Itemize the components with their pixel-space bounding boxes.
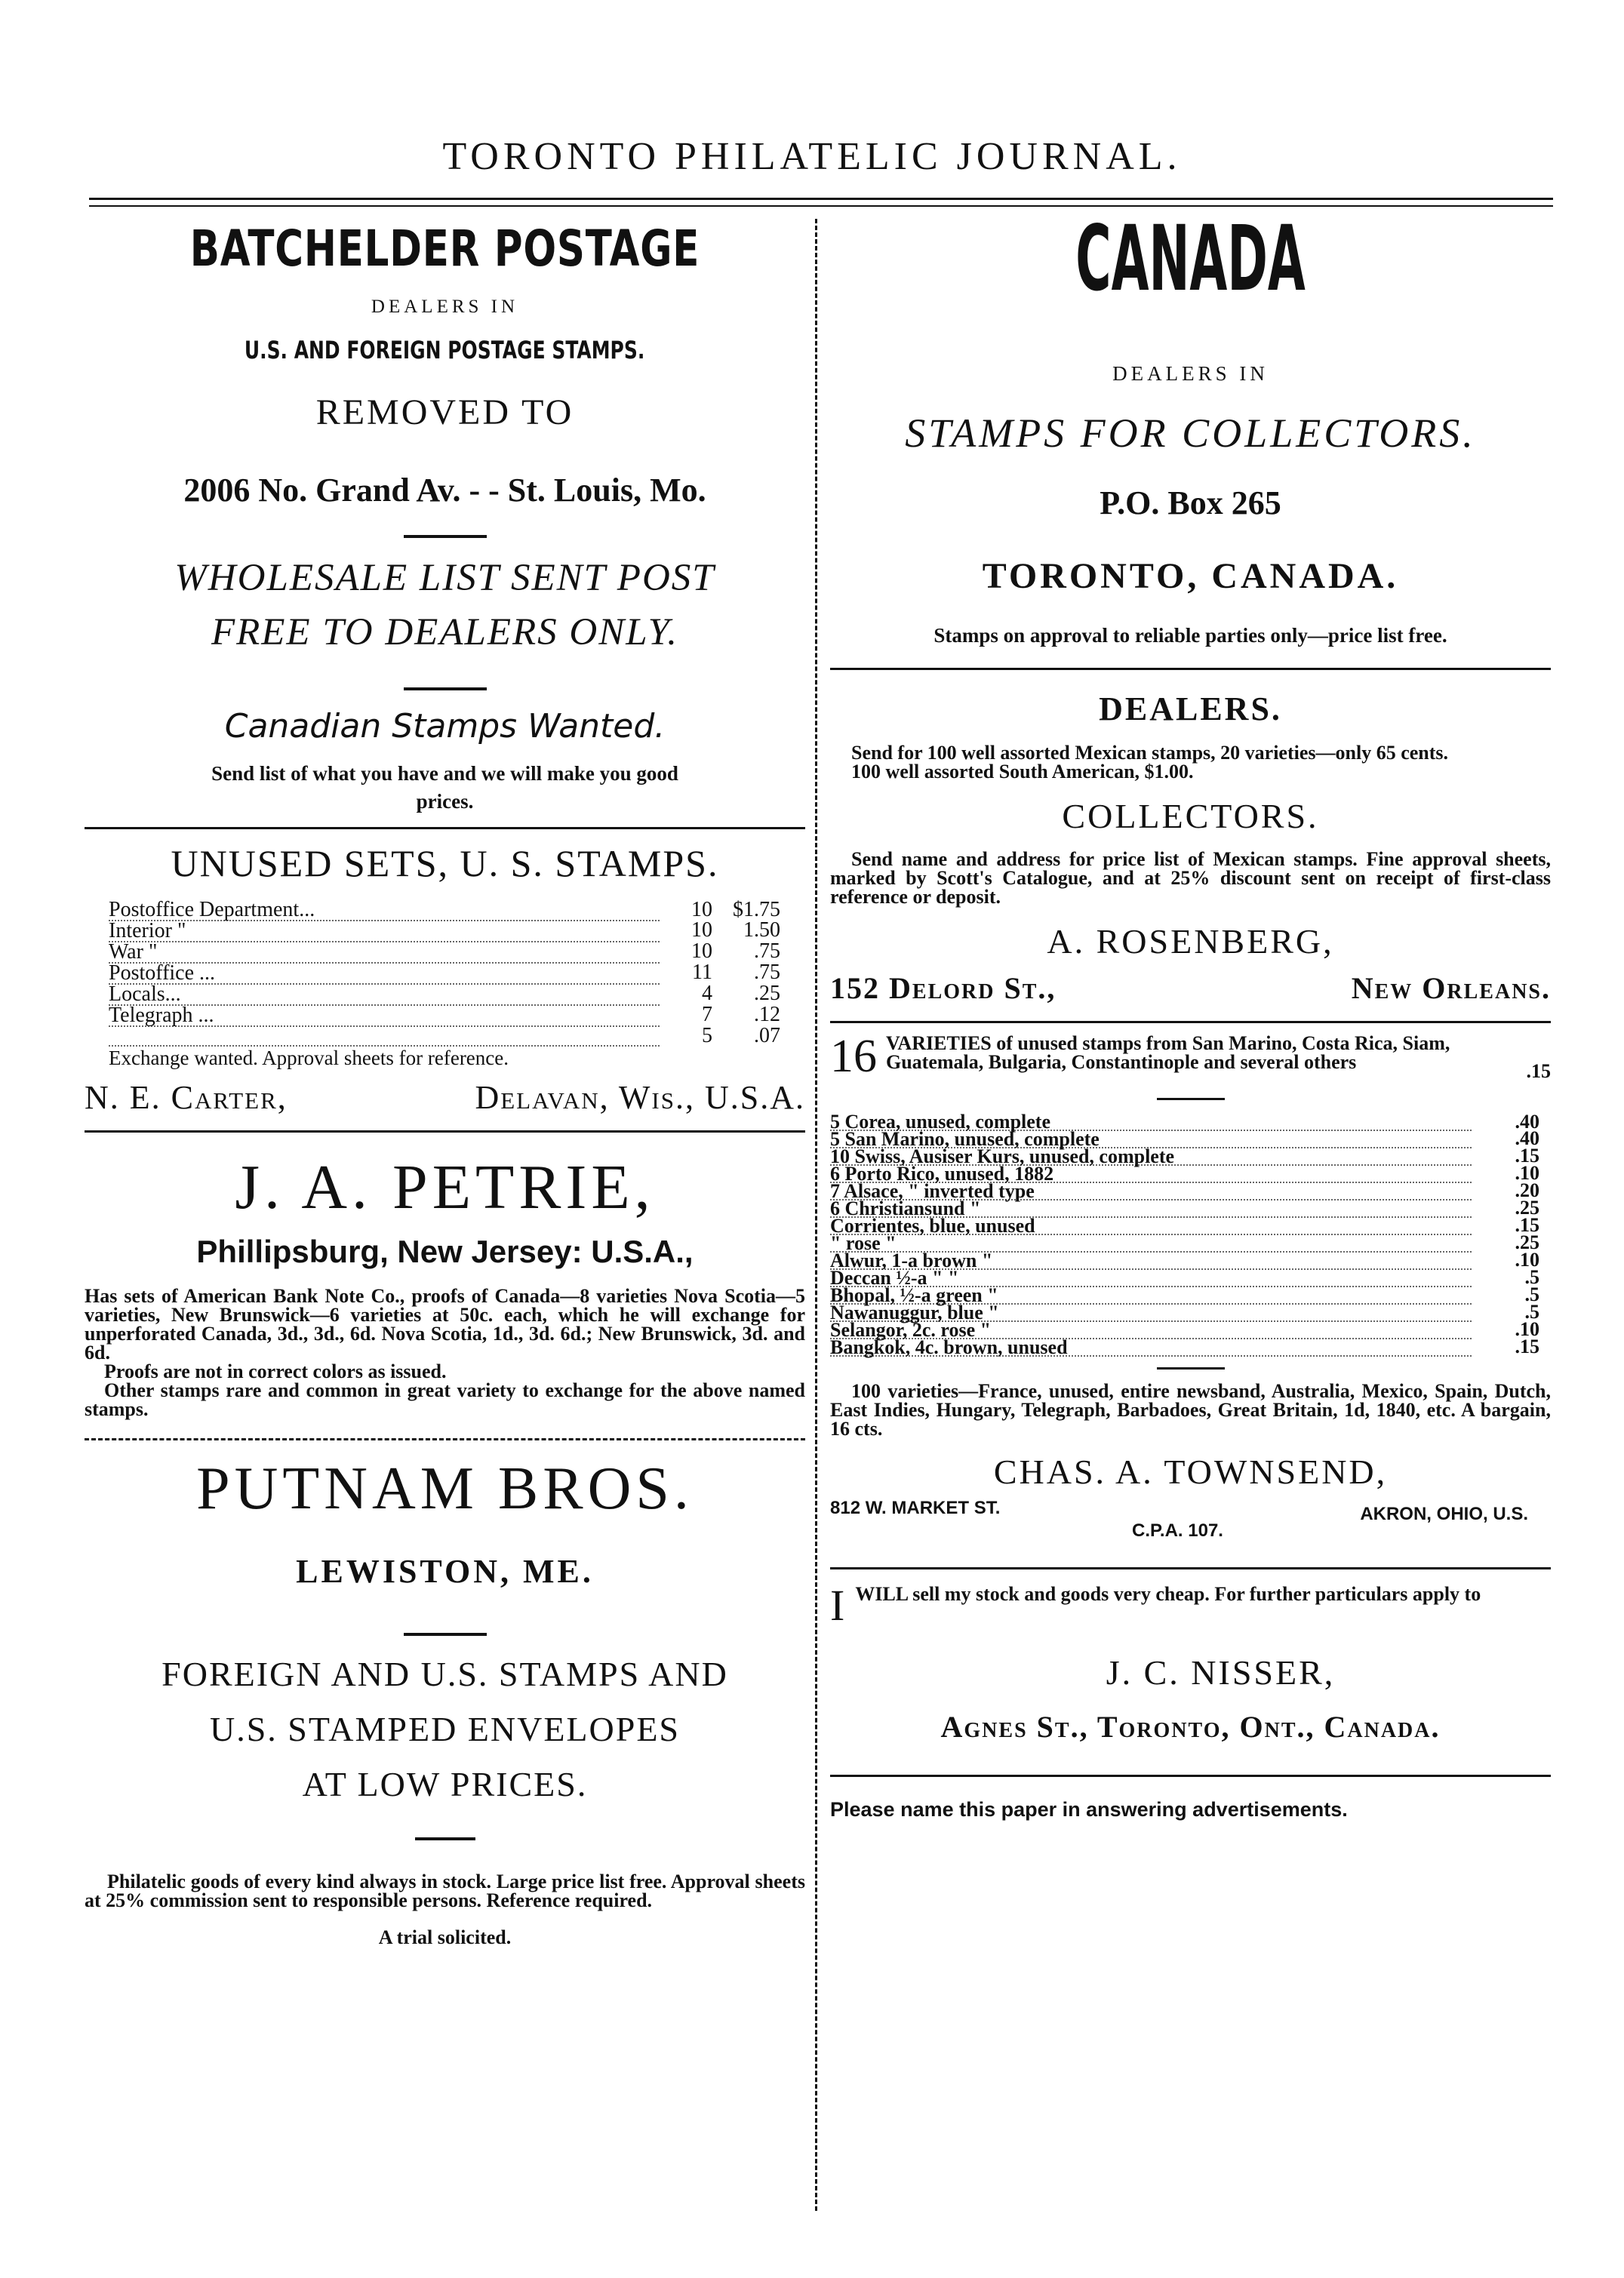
petrie-body-3: Other stamps rare and common in great variety to exchange for the above named stamps. xyxy=(85,1379,805,1420)
batchelder-what: U.S. AND FOREIGN POSTAGE STAMPS. xyxy=(245,336,645,364)
row-item-quantity: 10 xyxy=(691,898,712,921)
rosenberg-dealers: DEALERS. xyxy=(1099,690,1282,727)
row-item-name: Telegraph ... xyxy=(109,1005,660,1026)
row-item-name: Postoffice ... xyxy=(109,963,660,984)
rosenberg-d1: Send for 100 well assorted Mexican stamps, 20 varieties—only 65 cents. xyxy=(851,742,1449,764)
nisser-address: Agnes St., Toronto, Ont., Canada. xyxy=(940,1710,1441,1744)
row-item-price: .75 xyxy=(754,961,780,984)
row-item-quantity: 11 xyxy=(692,961,712,984)
canada-city: TORONTO, CANADA. xyxy=(982,556,1399,596)
row-item-name: Interior " xyxy=(109,921,660,942)
row-item-price: .25 xyxy=(1515,1197,1539,1219)
row-item-name: 6 Porto Rico, unused, 1882 xyxy=(830,1165,1472,1182)
townsend-big-16: 16 xyxy=(830,1031,877,1082)
townsend-address xyxy=(830,1498,1551,1554)
table-row xyxy=(109,1005,780,1026)
row-item-quantity: 10 xyxy=(691,918,712,942)
carter-price-table xyxy=(109,900,780,1047)
townsend-price-table xyxy=(830,1111,1539,1358)
petrie-body-2: Proofs are not in correct colors as issued. xyxy=(104,1360,447,1382)
rosenberg-collectors: COLLECTORS. xyxy=(1062,797,1319,835)
row-item-quantity: 7 xyxy=(702,1003,712,1026)
batchelder-send-1: Send list of what you have and we will make you good xyxy=(211,762,678,785)
row-item-name: 5 San Marino, unused, complete xyxy=(830,1130,1472,1148)
batchelder-ad xyxy=(85,215,805,813)
putnam-trial: A trial solicited. xyxy=(378,1926,512,1948)
townsend-rule xyxy=(1157,1098,1225,1100)
townsend-name: CHAS. A. TOWNSEND, xyxy=(993,1453,1388,1491)
row-item-name: Bhopal, ½-a green " xyxy=(830,1287,1472,1304)
row-item-price: .5 xyxy=(1524,1266,1539,1288)
row-item-name: 7 Alsace, " inverted type xyxy=(830,1182,1472,1200)
table-row xyxy=(109,984,780,1005)
row-item-price: .12 xyxy=(754,1003,780,1026)
batchelder-address: 2006 No. Grand Av. - - St. Louis, Mo. xyxy=(183,472,706,509)
row-item-price: .10 xyxy=(1515,1249,1539,1271)
table-row xyxy=(830,1339,1539,1356)
carter-signature xyxy=(85,1078,805,1117)
nisser-name: J. C. NISSER, xyxy=(1106,1653,1336,1692)
row-item-price: .15 xyxy=(1515,1336,1539,1357)
townsend-intro: VARIETIES of unused stamps from San Marino, Costa Rica, Siam, Guatemala, Bulgaria, Constantinople and several others xyxy=(886,1032,1450,1073)
carter-title: UNUSED SETS, U. S. STAMPS. xyxy=(171,842,719,884)
nisser-ad xyxy=(830,1569,1551,1745)
batchelder-name: BATCHELDER POSTAGE xyxy=(189,220,700,278)
petrie-place: Phillipsburg, New Jersey: U.S.A., xyxy=(196,1234,694,1269)
row-item-price: .10 xyxy=(1515,1318,1539,1340)
putnam-body: Philatelic goods of every kind always in stock. Large price list free. Approval sheets at 25% commission sent to responsible persons. Reference required. xyxy=(85,1871,805,1911)
row-item-name: Selangor, 2c. rose " xyxy=(830,1321,1472,1339)
row-item-name: " rose " xyxy=(830,1234,1472,1252)
townsend-intro-price: .15 xyxy=(1526,1060,1551,1082)
row-item-name: 5 Corea, unused, complete xyxy=(830,1114,1472,1130)
row-item-price: .25 xyxy=(1515,1231,1539,1253)
batchelder-wholesale-2: FREE TO DEALERS ONLY. xyxy=(211,611,679,653)
petrie-name: J. A. PETRIE, xyxy=(235,1152,655,1222)
left-column xyxy=(85,215,805,1949)
row-item-quantity: 4 xyxy=(702,982,712,1005)
row-item-price: .20 xyxy=(1515,1179,1539,1201)
footer-note: Please name this paper in answering advertisements. xyxy=(830,1798,1348,1821)
canada-box: P.O. Box 265 xyxy=(1100,484,1281,521)
table-row xyxy=(109,921,780,942)
page-header: TORONTO PHILATELIC JOURNAL. xyxy=(442,135,1182,178)
row-item-name: War " xyxy=(109,942,660,963)
table-row xyxy=(109,942,780,963)
row-item-price: .10 xyxy=(1515,1162,1539,1184)
row-item-price: .40 xyxy=(1515,1127,1539,1149)
carter-ad xyxy=(85,829,805,1117)
carter-place: Delavan, Wis., U.S.A. xyxy=(475,1079,805,1116)
header-rule xyxy=(89,198,1553,200)
putnam-place: LEWISTON, ME. xyxy=(296,1553,594,1590)
table-row xyxy=(109,900,780,921)
putnam-rule xyxy=(404,1633,487,1636)
row-item-price: .5 xyxy=(1524,1301,1539,1323)
row-item-price: .15 xyxy=(1515,1214,1539,1236)
row-item-name: Postoffice Department... xyxy=(109,900,660,921)
row-item-name: Nawanuggur, blue " xyxy=(830,1304,1472,1321)
canada-dealers-in: DEALERS IN xyxy=(1112,362,1269,385)
row-item-name xyxy=(109,1026,660,1046)
row-item-name: Bangkok, 4c. brown, unused xyxy=(830,1339,1472,1356)
townsend-outro: 100 varieties—France, unused, entire newsband, Australia, Mexico, Spain, Dutch, East Indies, Hungary, Telegraph, Barbadoes, Great Britain, 1d, 1840, etc. A bargain, 16 cts. xyxy=(830,1380,1551,1440)
row-item-price: .5 xyxy=(1524,1283,1539,1305)
row-item-quantity: 10 xyxy=(691,939,712,963)
rosenberg-street: 152 Delord St., xyxy=(830,971,1057,1005)
row-item-name: Deccan ½-a " " xyxy=(830,1269,1472,1287)
nisser-body: WILL sell my stock and goods very cheap. For further particulars apply to xyxy=(855,1583,1481,1605)
row-item-price: .40 xyxy=(1515,1111,1539,1133)
batchelder-send-2: prices. xyxy=(416,790,474,813)
putnam-rule-2 xyxy=(415,1837,475,1840)
townsend-box: C.P.A. 107. xyxy=(1132,1520,1223,1541)
townsend-ad xyxy=(830,1023,1551,1554)
canada-name: CANADA xyxy=(1075,219,1306,312)
rosenberg-d2: 100 well assorted South American, $1.00. xyxy=(851,761,1194,782)
rosenberg-c1: Send name and address for price list of Mexican stamps. Fine approval sheets, marked by Scott's Catalogue, and at 25% discount sent on receipt of first-class reference or deposit. xyxy=(830,848,1551,908)
putnam-line-3: AT LOW PRICES. xyxy=(302,1765,588,1803)
carter-name: N. E. Carter, xyxy=(85,1079,288,1116)
divider-r4 xyxy=(830,1775,1551,1777)
row-item-price: .07 xyxy=(754,1024,780,1047)
petrie-body-1: Has sets of American Bank Note Co., proofs of Canada—8 varieties Nova Scotia—5 varieties, New Brunswick—6 varieties at 50c. each, which he will exchange for unperforated Canada, 3d., 3d., 6d. Nova Scotia, 1d., 3d. 6d.; New Brunswick, 3d. and 6d. xyxy=(85,1285,805,1363)
rosenberg-ad xyxy=(830,670,1551,1006)
row-item-price: .25 xyxy=(754,982,780,1005)
row-item-quantity: 5 xyxy=(702,1024,712,1047)
petrie-ad xyxy=(85,1133,805,1419)
canada-approval: Stamps on approval to reliable parties only—price list free. xyxy=(933,624,1447,647)
table-row xyxy=(109,1026,780,1046)
townsend-city: AKRON, OHIO, U.S. xyxy=(1360,1504,1528,1524)
rosenberg-address xyxy=(830,970,1551,1006)
row-item-name: 10 Swiss, Ausiser Kurs, unused, complete xyxy=(830,1148,1472,1165)
table-row xyxy=(830,1217,1539,1234)
rosenberg-name: A. ROSENBERG, xyxy=(1047,922,1334,961)
batchelder-rule-2 xyxy=(404,687,487,690)
row-item-name: Alwur, 1-a brown " xyxy=(830,1252,1472,1269)
row-item-price: 1.50 xyxy=(743,918,780,942)
table-row xyxy=(109,963,780,984)
row-item-name: Corrientes, blue, unused xyxy=(830,1217,1472,1234)
right-column xyxy=(830,219,1551,1821)
batchelder-wholesale-1: WHOLESALE LIST SENT POST xyxy=(174,557,715,599)
townsend-street: 812 W. MARKET ST. xyxy=(830,1498,1001,1518)
row-item-name: Locals... xyxy=(109,984,660,1005)
carter-note: Exchange wanted. Approval sheets for reference. xyxy=(109,1047,509,1069)
batchelder-removed: REMOVED TO xyxy=(315,392,574,432)
putnam-ad xyxy=(85,1440,805,1949)
townsend-rule-2 xyxy=(1157,1367,1225,1370)
canada-ad xyxy=(830,219,1551,653)
row-item-price: $1.75 xyxy=(733,898,780,921)
header-rule-2 xyxy=(89,205,1553,207)
putnam-line-1: FOREIGN AND U.S. STAMPS AND xyxy=(161,1655,728,1693)
row-item-price: .75 xyxy=(754,939,780,963)
row-item-name: 6 Christiansund " xyxy=(830,1200,1472,1217)
batchelder-dealers-in: DEALERS IN xyxy=(371,297,519,317)
nisser-big-i: I xyxy=(830,1581,845,1630)
canada-what: STAMPS FOR COLLECTORS. xyxy=(905,410,1476,456)
putnam-name: PUTNAM BROS. xyxy=(196,1456,694,1522)
batchelder-wanted: Canadian Stamps Wanted. xyxy=(224,707,666,745)
putnam-line-2: U.S. STAMPED ENVELOPES xyxy=(209,1710,681,1748)
rosenberg-city: New Orleans. xyxy=(1351,971,1551,1005)
row-item-price: .15 xyxy=(1515,1145,1539,1167)
column-divider xyxy=(815,219,817,2211)
batchelder-rule xyxy=(404,535,487,538)
